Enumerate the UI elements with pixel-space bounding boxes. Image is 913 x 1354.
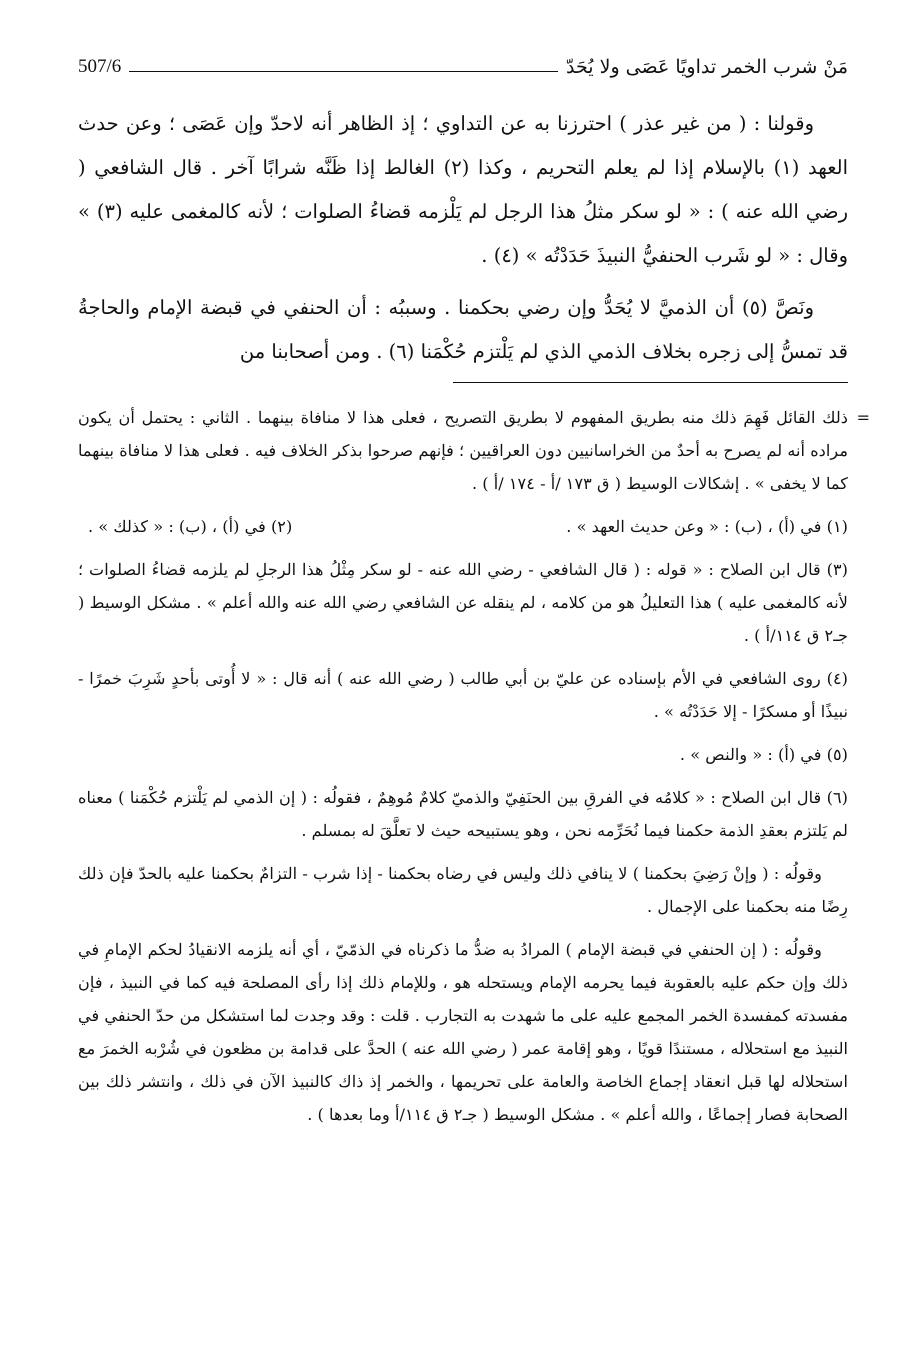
main-text: [78, 102, 848, 374]
footnote-row-1-2: [78, 510, 848, 543]
running-header: [78, 50, 848, 78]
footnote-3: (٣) قال ابن الصلاح : « قوله : ( قال الشافعي - رضي الله عنه - لو سكر مِثْلُ هذا الرجلِ لم يلزمه قضاءُ الصلوات ؛ لأنه كالمغمى عليه ) هذا التعليلُ هو من كلامه ، لم ينقله عن الشافعي رضي الله عنه والله أعلم » . مشكل الوسيط ( جـ٢ ق ١١٤/أ ) .: [78, 560, 848, 645]
footnote-5: (٥) في (أ) : « والنص » .: [679, 745, 848, 764]
footnote-continuation-text: ذلك القائل فَهِمَ ذلك منه بطريق المفهوم لا بطريق التصريح ، فعلى هذا لا منافاة بينهما . الثاني : يحتمل أن يكون مراده أنه لم يصرح به أحدٌ من الخراسانيين دون العراقيين ؛ فإنهم صرحوا بذكر الخلاف فيه . فعلى هذا لا منافاة بينهما كما لا يخفى » . إشكالات الوسيط ( ق ١٧٣ /أ - ١٧٤ /أ ) .: [78, 408, 848, 493]
body-paragraph-1: وقولنا : ( من غير عذر ) احترزنا به عن التداوي ؛ إذ الظاهر أنه لاحدّ وإن عَصَى ؛ وعن حدث العهد (١) بالإسلام إذا لم يعلم التحريم ، وكذا (٢) الغالط إذا ظَنَّه شرابًا آخر . قال الشافعي ( رضي الله عنه ) : « لو سكر مثلُ هذا الرجل لم يَلْزمه قضاءُ الصلوات ؛ لأنه كالمغمى عليه (٣) » وقال : « لو شَرب الحنفيُّ النبيذَ حَدَدْتُه » (٤) .: [78, 112, 848, 267]
footnote-6-paragraph-2: وقولُه : ( وإنْ رَضِيَ بحكمنا ) لا ينافي ذلك وليس في رضاه بحكمنا - إذا شرب - التزامٌ بحكمنا عليه بالحدّ فإن ذلك رِضًا منه بحكمنا على الإجمال .: [78, 864, 848, 916]
running-title: مَنْ شرب الخمر تداويًا عَصَى ولا يُحَدّ: [566, 56, 848, 78]
footnote-separator: [453, 382, 848, 383]
header-rule: [129, 71, 558, 72]
footnote-4: (٤) روى الشافعي في الأم بإسناده عن عليّ بن أبي طالب ( رضي الله عنه ) أنه قال : « لا أُوتى بأحدٍ شَرِبَ خمرًا - نبيذًا أو مسكرًا - إلا حَدَدْتُه » .: [78, 669, 848, 721]
page: [78, 50, 870, 1141]
footnote-2: (٢) في (أ) ، (ب) : « كذلك » .: [88, 517, 293, 536]
footnote-continuation: [78, 401, 870, 500]
footnote-6-paragraph-3: وقولُه : ( إن الحنفي في قبضة الإمام ) المرادُ به ضدُّ ما ذكرناه في الذمّيّ ، أي أنه يلزمه الانقيادُ لحكم الإمامِ في ذلك وإن حكم عليه بالعقوبة فيما يحرمه الإمام ويستحله هو ، وللإمام ذلك إذا رأى المصلحة فيه كما في النبيذ ، فإن مفسدته كمفسدة الخمر المجمع عليه على ما شهدت به التجارب . قلت : وقد وجدت لما استشكل من حدّ الحنفي في النبيذ مع استحلاله ، مستندًا قويًا ، وهو إقامة عمر ( رضي الله عنه ) الحدَّ على قدامة بن مظعون في شُرْبه الخمرَ مع استحلاله لها قبل انعقاد إجماع الخاصة والعامة على تحريمها ، والخمر إذ ذاك كالنبيذ الآن في ذلك ، وانتشر ذلك بين الصحابة فصار إجماعًا ، والله أعلم » . مشكل الوسيط ( جـ٢ ق ١١٤/أ وما بعدها ) .: [78, 940, 848, 1124]
footnote-6: (٦) قال ابن الصلاح : « كلامُه في الفرقِ بين الحنَفِيّ والذميّ كلامٌ مُوهِمٌ ، فقولُه : ( إن الذمي لم يَلْتزم حُكْمَنا ) معناه لم يَلتزم بعقدِ الذمة حكمنا فيما نُحَرِّمه نحن ، وهو يستبيحه حيث لا تعلَّقَ له بمسلم .: [78, 788, 848, 840]
footnotes: [78, 401, 870, 1131]
continuation-mark: =: [856, 408, 870, 427]
body-paragraph-2: ونَصَّ (٥) أن الذميَّ لا يُحَدُّ وإن رضي بحكمنا . وسببُه : أن الحنفي في قبضة الإمام والحاجةُ قد تمسُّ إلى زجره بخلاف الذمي الذي لم يَلْتزم حُكْمَنا (٦) . ومن أصحابنا من: [78, 296, 848, 363]
page-number: 507/6: [78, 56, 122, 77]
footnote-1: (١) في (أ) ، (ب) : « وعن حديث العهد » .: [566, 517, 848, 536]
